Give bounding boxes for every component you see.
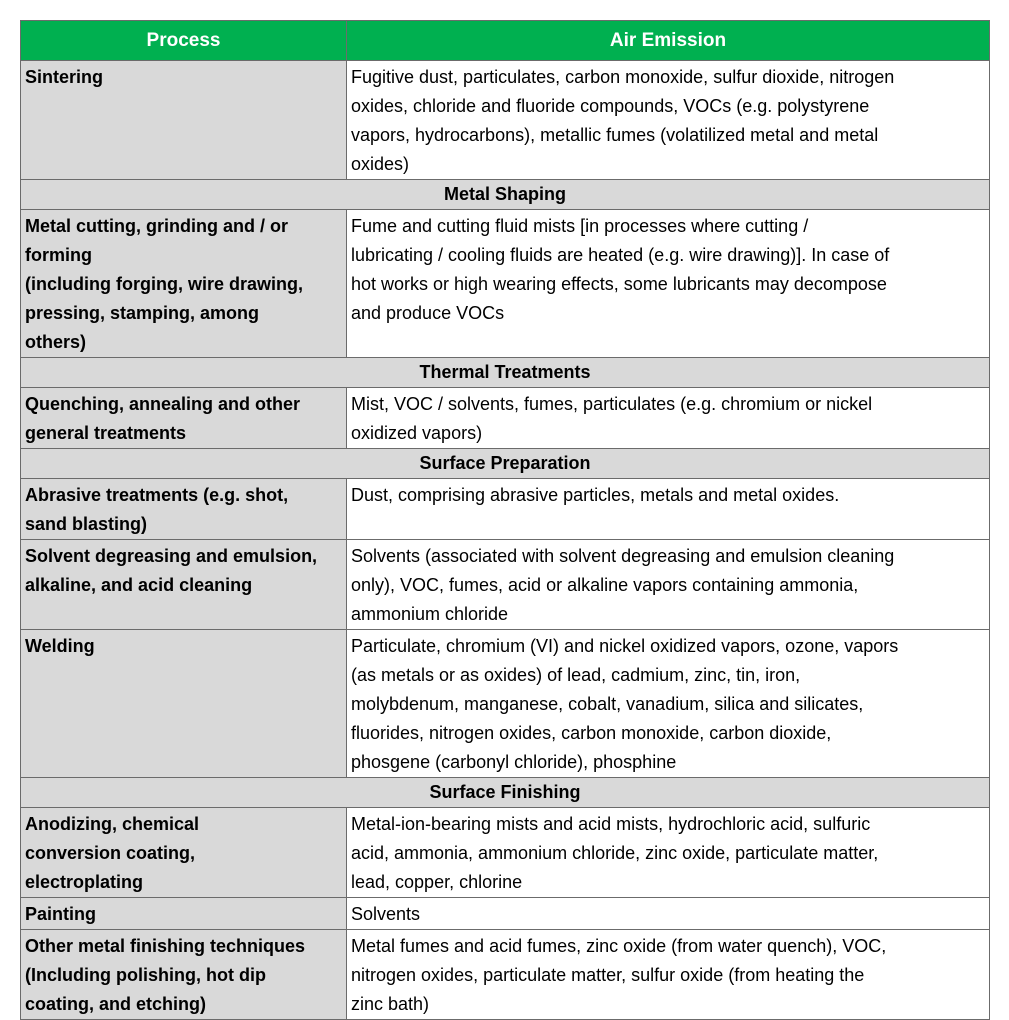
process-cell — [21, 540, 347, 630]
process-text-line: coating, and etching) — [25, 994, 207, 1014]
table-row — [21, 61, 990, 180]
process-cell — [21, 388, 347, 449]
emission-text-line: acid, ammonia, ammonium chloride, zinc oxide, particulate matter, — [351, 843, 879, 863]
table-row — [21, 898, 990, 930]
emission-cell — [347, 210, 990, 358]
header-air-emission: Air Emission — [347, 21, 990, 61]
process-text-line: Anodizing, chemical — [25, 814, 200, 834]
emissions-table-wrapper — [20, 20, 990, 1020]
emission-text-line: lead, copper, chlorine — [351, 872, 523, 892]
emission-text-line: Mist, VOC / solvents, fumes, particulates (e.g. chromium or nickel — [351, 394, 873, 414]
process-text-line: Metal cutting, grinding and / or — [25, 216, 288, 236]
process-text-line: Painting — [25, 904, 96, 924]
emission-text-line: Solvents — [351, 904, 421, 924]
emission-text-line: Fume and cutting fluid mists [in processes where cutting / — [351, 216, 809, 236]
emission-text-line: Dust, comprising abrasive particles, metals and metal oxides. — [351, 485, 840, 505]
header-process: Process — [21, 21, 347, 61]
section-heading: Surface Preparation — [21, 449, 990, 479]
table-body — [21, 61, 990, 1020]
emission-text-line: and produce VOCs — [351, 303, 505, 323]
table-row — [21, 388, 990, 449]
emission-cell — [347, 808, 990, 898]
process-text-line: others) — [25, 332, 87, 352]
process-text-line: alkaline, and acid cleaning — [25, 575, 253, 595]
emission-text-line: hot works or high wearing effects, some lubricants may decompose — [351, 274, 887, 294]
emission-cell — [347, 930, 990, 1020]
process-cell — [21, 210, 347, 358]
emission-text-line: fluorides, nitrogen oxides, carbon monoxide, carbon dioxide, — [351, 723, 832, 743]
emission-cell — [347, 479, 990, 540]
process-cell — [21, 898, 347, 930]
process-text-line: Other metal finishing techniques — [25, 936, 306, 956]
process-text-line: Sintering — [25, 67, 104, 87]
process-cell — [21, 630, 347, 778]
table-row — [21, 210, 990, 358]
emission-text-line: Metal fumes and acid fumes, zinc oxide (from water quench), VOC, — [351, 936, 887, 956]
emission-cell — [347, 898, 990, 930]
section-row — [21, 180, 990, 210]
section-heading: Surface Finishing — [21, 778, 990, 808]
emission-text-line: (as metals or as oxides) of lead, cadmium, zinc, tin, iron, — [351, 665, 801, 685]
process-text-line: Welding — [25, 636, 95, 656]
process-text-line: electroplating — [25, 872, 144, 892]
air-emissions-table — [20, 20, 990, 1020]
process-text-line: (including forging, wire drawing, — [25, 274, 303, 294]
emission-text-line: Particulate, chromium (VI) and nickel oxidized vapors, ozone, vapors — [351, 636, 899, 656]
process-cell — [21, 808, 347, 898]
emission-text-line: lubricating / cooling fluids are heated (e.g. wire drawing)]. In case of — [351, 245, 890, 265]
process-text-line: sand blasting) — [25, 514, 148, 534]
process-text-line: general treatments — [25, 423, 187, 443]
table-row — [21, 540, 990, 630]
emission-text-line: Solvents (associated with solvent degreasing and emulsion cleaning — [351, 546, 895, 566]
process-cell — [21, 479, 347, 540]
table-row — [21, 630, 990, 778]
emission-text-line: molybdenum, manganese, cobalt, vanadium, silica and silicates, — [351, 694, 864, 714]
emission-text-line: oxides) — [351, 154, 410, 174]
emission-cell — [347, 630, 990, 778]
emission-text-line: phosgene (carbonyl chloride), phosphine — [351, 752, 677, 772]
section-row — [21, 358, 990, 388]
emission-cell — [347, 388, 990, 449]
emission-text-line: oxidized vapors) — [351, 423, 483, 443]
process-text-line: Solvent degreasing and emulsion, — [25, 546, 318, 566]
process-text-line: conversion coating, — [25, 843, 196, 863]
emission-text-line: Metal-ion-bearing mists and acid mists, hydrochloric acid, sulfuric — [351, 814, 871, 834]
emission-text-line: only), VOC, fumes, acid or alkaline vapors containing ammonia, — [351, 575, 859, 595]
emission-cell — [347, 61, 990, 180]
emission-text-line: ammonium chloride — [351, 604, 509, 624]
process-text-line: Abrasive treatments (e.g. shot, — [25, 485, 289, 505]
emission-text-line: nitrogen oxides, particulate matter, sulfur oxide (from heating the — [351, 965, 865, 985]
emission-text-line: zinc bath) — [351, 994, 430, 1014]
process-text-line: Quenching, annealing and other — [25, 394, 301, 414]
emission-text-line: Fugitive dust, particulates, carbon monoxide, sulfur dioxide, nitrogen — [351, 67, 895, 87]
emission-text-line: oxides, chloride and fluoride compounds, VOCs (e.g. polystyrene — [351, 96, 870, 116]
process-text-line: forming — [25, 245, 92, 265]
section-row — [21, 778, 990, 808]
emission-cell — [347, 540, 990, 630]
table-row — [21, 479, 990, 540]
table-row — [21, 808, 990, 898]
table-row — [21, 930, 990, 1020]
process-text-line: (Including polishing, hot dip — [25, 965, 266, 985]
process-cell — [21, 930, 347, 1020]
header-row — [21, 21, 990, 61]
section-heading: Thermal Treatments — [21, 358, 990, 388]
process-text-line: pressing, stamping, among — [25, 303, 260, 323]
section-row — [21, 449, 990, 479]
emission-text-line: vapors, hydrocarbons), metallic fumes (volatilized metal and metal — [351, 125, 879, 145]
section-heading: Metal Shaping — [21, 180, 990, 210]
process-cell — [21, 61, 347, 180]
